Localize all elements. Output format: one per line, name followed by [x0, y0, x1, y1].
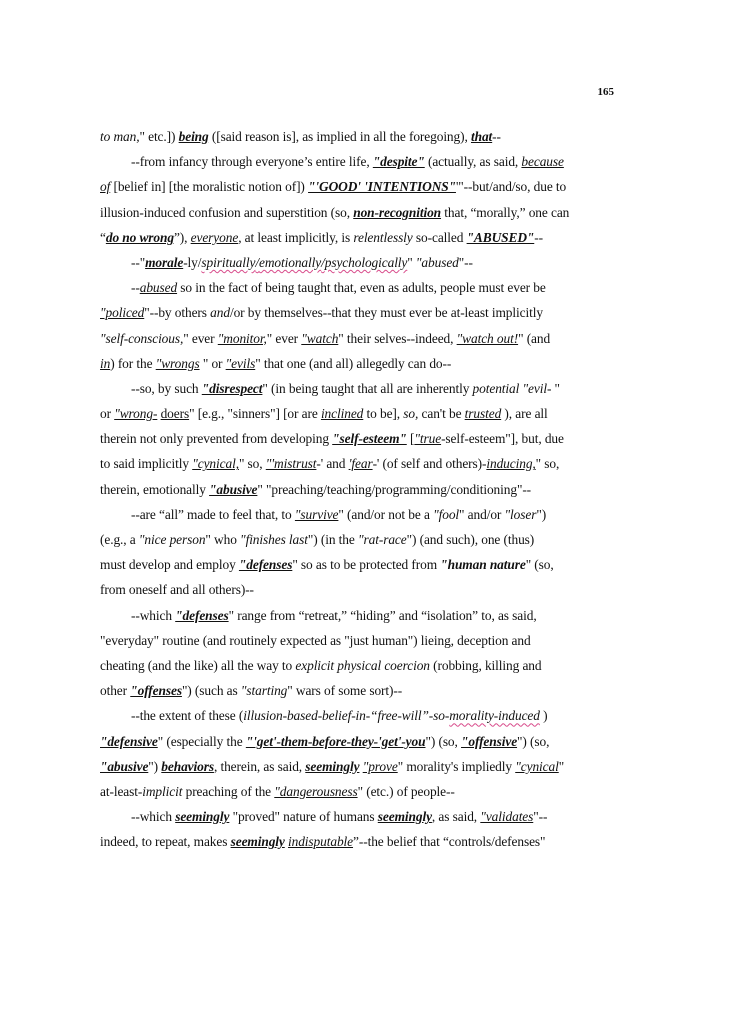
- text-run: at-least-: [100, 783, 143, 799]
- text-line: [100, 754, 632, 779]
- text-run: to man,: [100, 129, 140, 144]
- text-run: therein not only prevented from developing: [100, 431, 333, 447]
- text-line: [100, 804, 632, 829]
- text-run: inducing,: [486, 456, 536, 472]
- text-run: "--by others: [144, 305, 211, 321]
- text-run: "watch out!: [456, 330, 519, 346]
- text-run: ") (so,: [425, 733, 462, 749]
- text-line: [100, 829, 632, 854]
- text-line: [100, 200, 632, 225]
- text-run: " so as to be protected from: [292, 557, 441, 573]
- text-run: , therein, as said,: [213, 758, 306, 774]
- text-run: "evils: [225, 355, 256, 371]
- text-run: " etc.]): [139, 129, 179, 144]
- text-run: "survive: [294, 506, 339, 522]
- text-line: [100, 502, 632, 527]
- text-run: potential "evil-: [472, 380, 552, 396]
- text-run: -' (of self and others)-: [372, 456, 487, 472]
- text-run: , at least implicitly, is: [238, 229, 354, 245]
- text-run: emotionally: [258, 254, 322, 270]
- text-run: must develop and employ: [100, 557, 239, 573]
- text-run: /: [321, 254, 325, 270]
- text-run: --": [131, 254, 146, 270]
- text-line: [100, 275, 632, 300]
- page-number: 165: [597, 86, 614, 98]
- text-run: " their selves--indeed,: [338, 330, 457, 346]
- text-run: inclined: [320, 406, 364, 422]
- text-run: ”),: [173, 229, 191, 245]
- text-run: (robbing, killing and: [429, 657, 542, 673]
- text-run: " [e.g., "sinners"] [or are: [189, 406, 321, 422]
- text-line: [100, 351, 632, 376]
- text-run: in: [100, 355, 111, 371]
- text-run: --which: [131, 607, 176, 623]
- text-run: "wrongs: [155, 355, 200, 371]
- text-run: doers: [160, 406, 190, 422]
- text-run: "self-esteem": [332, 431, 407, 447]
- text-run: --which: [131, 809, 176, 825]
- text-run: --from infancy through everyone’s entire life,: [131, 154, 373, 170]
- text-run: "cynical: [515, 758, 559, 774]
- text-run: '"--but/and/so, due to: [455, 179, 567, 195]
- text-run: ) for the: [110, 355, 156, 371]
- text-run: -self-esteem"], but, due: [441, 431, 564, 447]
- text-line: [100, 729, 632, 754]
- text-line: [100, 653, 632, 678]
- text-run: -' and: [316, 456, 349, 472]
- text-run: "): [536, 506, 547, 522]
- text-run: being: [178, 129, 209, 144]
- text-run: so,: [403, 406, 419, 422]
- text-run: seemingly: [305, 758, 360, 774]
- text-run: (actually, as said,: [424, 154, 522, 170]
- text-run: " and/or: [459, 506, 505, 522]
- text-run: " or: [199, 355, 226, 371]
- text-run: that, “morally,” one can: [441, 204, 570, 220]
- text-run: indeed, to repeat, makes: [100, 834, 231, 850]
- text-run: psychologically: [324, 254, 408, 270]
- text-run: "abused: [415, 254, 459, 270]
- text-run: --: [534, 229, 543, 245]
- text-run: " (so,: [525, 557, 554, 573]
- text-run: "defenses: [238, 557, 293, 573]
- text-run: " who: [205, 532, 241, 547]
- text-run: " ever: [266, 330, 302, 346]
- text-run: ): [539, 708, 548, 724]
- text-run: --: [492, 129, 501, 144]
- text-run: so-called: [412, 229, 467, 245]
- text-run: to be],: [363, 406, 404, 422]
- text-run: "monitor,: [217, 330, 267, 346]
- text-run: 'fear: [348, 456, 373, 472]
- text-run: " ever: [183, 330, 218, 346]
- text-run: non-recognition: [353, 204, 442, 220]
- text-run: because: [521, 154, 564, 170]
- text-run: --are “all” made to feel that, to: [131, 506, 295, 522]
- text-line: [100, 577, 632, 602]
- text-run: "self-conscious,: [100, 330, 184, 346]
- text-run: ”--the belief that “controls/defenses": [353, 834, 546, 850]
- text-run: to said implicitly: [100, 456, 193, 472]
- text-run: or: [100, 406, 115, 422]
- text-run: "'get'-them-before-they-'get'-you: [245, 733, 426, 749]
- text-line: [100, 451, 632, 476]
- text-run: other: [100, 683, 131, 699]
- text-line: [100, 552, 632, 577]
- text-run: therein, emotionally: [100, 481, 210, 497]
- text-run: /: [255, 254, 259, 270]
- text-run: ") (in the: [307, 532, 358, 547]
- text-line: [100, 603, 632, 628]
- text-run: --: [131, 280, 140, 296]
- text-run: --the extent of these (: [131, 708, 244, 724]
- text-run: "defenses: [175, 607, 229, 623]
- text-run: ") (and such), one (thus): [406, 532, 535, 547]
- text-run: ") (so,: [517, 733, 550, 749]
- text-run: [: [406, 431, 415, 447]
- text-run: " (and/or not be a: [338, 506, 434, 522]
- text-line: [100, 628, 632, 653]
- text-line: [100, 250, 632, 275]
- text-run: ([said reason is], as implied in all the foregoing),: [208, 129, 471, 144]
- text-run: trusted: [464, 406, 502, 422]
- text-run: do no wrong: [105, 229, 174, 245]
- text-run: "loser: [504, 506, 537, 522]
- text-run: " that one (and all) allegedly can do--: [255, 355, 452, 371]
- text-run: "prove: [362, 758, 398, 774]
- text-run: "human nature: [440, 557, 526, 573]
- text-run: --so, by such: [131, 380, 202, 396]
- body-text: [100, 124, 632, 854]
- text-run: ": [551, 380, 560, 396]
- text-run: " morality's impliedly: [397, 758, 516, 774]
- text-run: "starting: [240, 683, 288, 699]
- text-run: "nice person: [138, 532, 206, 547]
- text-line: [100, 477, 632, 502]
- text-run: seemingly: [230, 834, 285, 850]
- text-run: "finishes last: [240, 532, 308, 547]
- text-run: relentlessly: [353, 229, 413, 245]
- text-run: , as said,: [431, 809, 481, 825]
- text-run: implicit: [142, 783, 183, 799]
- text-run: everyone: [190, 229, 239, 245]
- text-run: " "preaching/teaching/programming/conditioning"--: [257, 481, 532, 497]
- text-run: "validates: [480, 809, 534, 825]
- text-run: " (etc.) of people--: [357, 783, 455, 799]
- text-line: [100, 426, 632, 451]
- text-run: "wrong-: [114, 406, 158, 422]
- text-run: "fool: [433, 506, 460, 522]
- text-run: "ABUSED": [466, 229, 535, 245]
- text-run: morality-induced: [449, 708, 540, 724]
- text-run: "cynical,: [192, 456, 239, 472]
- text-run: -ly/: [183, 254, 202, 270]
- text-run: seemingly: [175, 809, 230, 825]
- text-run: ": [558, 758, 565, 774]
- text-run: "despite": [372, 154, 425, 170]
- text-line: [100, 326, 632, 351]
- text-run: so in the fact of being taught that, even as adults, people must ever be: [177, 280, 546, 296]
- text-run: "--: [458, 254, 473, 270]
- text-run: "everyday" routine (and routinely expected as "just human") lieing, deception and: [100, 632, 531, 648]
- text-run: " wars of some sort)--: [287, 683, 403, 699]
- text-line: [100, 149, 632, 174]
- text-line: [100, 124, 632, 149]
- text-run: cheating (and the like) all the way to: [100, 657, 296, 673]
- text-run: "--: [533, 809, 548, 825]
- text-run: "disrespect: [201, 380, 263, 396]
- text-line: [100, 300, 632, 325]
- text-run: "policed: [100, 305, 145, 321]
- text-line: [100, 376, 632, 401]
- text-line: [100, 678, 632, 703]
- text-run: " so,: [238, 456, 266, 472]
- text-run: ") (such as: [181, 683, 241, 699]
- text-run: that: [470, 129, 493, 144]
- text-run: "watch: [301, 330, 339, 346]
- text-run: " (especially the: [157, 733, 246, 749]
- text-run: illusion-induced confusion and superstition (so,: [100, 204, 354, 220]
- text-line: [100, 703, 632, 728]
- text-run: ": [407, 254, 416, 270]
- text-run: "): [148, 758, 162, 774]
- text-run: "'GOOD' 'INTENTIONS": [308, 179, 456, 195]
- text-run: "defensive: [100, 733, 158, 749]
- text-run: "proved" nature of humans: [229, 809, 378, 825]
- text-run: explicit physical coercion: [295, 657, 430, 673]
- text-run: “: [100, 229, 106, 245]
- text-run: "rat-race: [358, 532, 407, 547]
- text-run: " so,: [535, 456, 560, 472]
- text-line: [100, 174, 632, 199]
- text-run: abused: [139, 280, 178, 296]
- text-run: "'mistrust: [265, 456, 317, 472]
- text-run: and: [210, 305, 230, 321]
- text-run: "abusive: [100, 758, 149, 774]
- text-run: "offenses: [130, 683, 182, 699]
- text-run: "offensive: [461, 733, 518, 749]
- text-run: morale: [145, 254, 184, 270]
- text-run: of: [100, 179, 111, 195]
- text-run: "true: [414, 431, 442, 447]
- text-run: from oneself and all others)--: [100, 582, 254, 598]
- text-run: "dangerousness: [274, 783, 358, 799]
- text-run: indisputable: [288, 834, 354, 850]
- text-run: " (and: [518, 330, 551, 346]
- text-line: [100, 779, 632, 804]
- text-run: " (in being taught that all are inherently: [262, 380, 473, 396]
- text-run: /or by themselves--that they must ever be at-least implicitly: [229, 305, 543, 321]
- text-run: illusion-based-belief-in-“free-will”-so-: [243, 708, 450, 724]
- text-run: ), are all: [501, 406, 548, 422]
- text-run: seemingly: [377, 809, 432, 825]
- text-run: " range from “retreat,” “hiding” and “isolation” to, as said,: [228, 607, 537, 623]
- text-run: can't be: [418, 406, 465, 422]
- text-run: "abusive: [209, 481, 258, 497]
- text-line: [100, 225, 632, 250]
- text-line: [100, 527, 632, 552]
- text-run: behaviors: [161, 758, 214, 774]
- text-run: (e.g., a: [100, 532, 139, 547]
- text-line: [100, 401, 632, 426]
- text-run: preaching of the: [182, 783, 275, 799]
- text-run: [belief in] [the moralistic notion of]): [110, 179, 309, 195]
- text-run: spiritually: [201, 254, 256, 270]
